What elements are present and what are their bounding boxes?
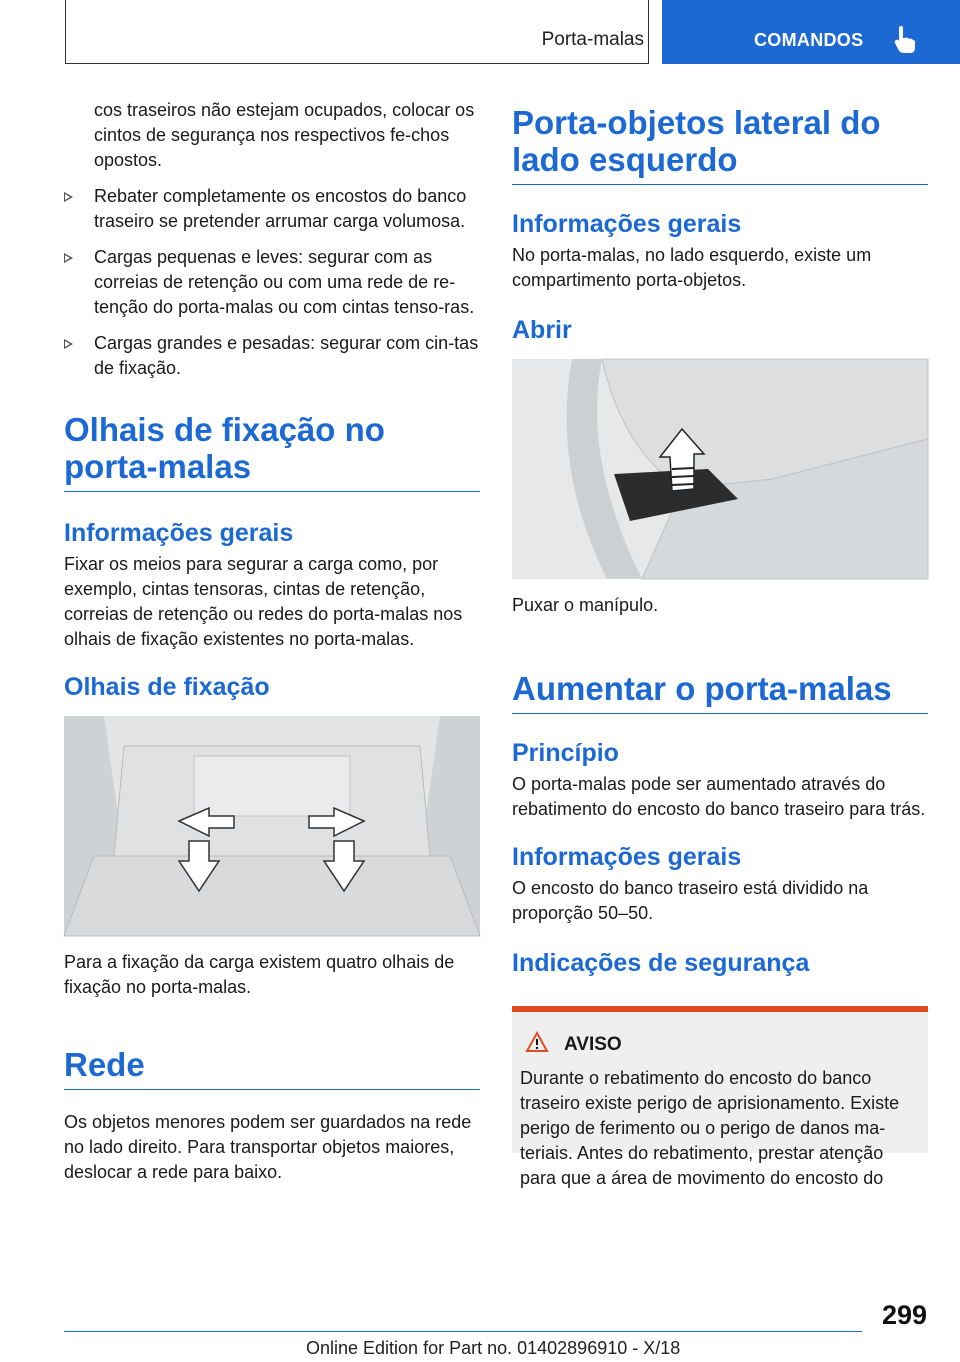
rede-paragraph: Os objetos menores podem ser guardados na rede no lado direito. Para transportar objetos maiores, deslocar a rede para baixo. [64,1112,472,1182]
warning-text: Durante o rebatimento do encosto do banco traseiro existe perigo de aprisionamento. Existe perigo de ferimento ou o perigo de danos ma-teriais. Antes do rebatimento, prestar atenção para que a área de movimento do encosto do [520,1068,900,1188]
figure-caption-olhais: Para a fixação da carga existem quatro olhais de fixação no porta-malas. [64,952,455,997]
heading-principio: Princípio [512,739,619,767]
heading-informacoes-gerais: Informações gerais [64,519,294,547]
heading-olhais-fixacao: Olhais de fixação no porta-malas [64,411,480,492]
bullet-triangle-icon [64,339,73,349]
warning-title: AVISO [564,1034,622,1055]
list-item-text: Rebater completamente os encostos do banco traseiro se pretender arrumar carga volumosa. [94,186,467,231]
heading-porta-objetos: Porta-objetos lateral do lado esquerdo [512,104,928,185]
heading-aumentar: Aumentar o porta-malas [512,670,928,714]
heading-informacoes-gerais-right: Informações gerais [512,210,742,238]
info-paragraph: Fixar os meios para segurar a carga como, por exemplo, cintas tensoras, cintas de retenção, correias de retenção ou redes do porta-malas nos olhais de fixação existentes no porta-malas. [64,554,463,649]
heading-abrir: Abrir [512,316,572,344]
warning-title-row [520,1032,920,1058]
header-tab-label: COMANDOS [754,30,864,50]
footer-edition: Online Edition for Part no. 01402896910 - X/18 [306,1338,681,1358]
header-section-title: Porta-malas [541,29,644,50]
info2-paragraph: O encosto do banco traseiro está dividido na proporção 50–50. [512,878,869,923]
figure-caption-abrir: Puxar o manípulo. [512,595,659,615]
list-item [64,331,480,381]
info-paragraph-right: No porta-malas, no lado esquerdo, existe um compartimento porta-objetos. [512,245,872,290]
page-number: 299 [882,1300,928,1330]
intro-continuation: cos traseiros não estejam ocupados, colocar os cintos de segurança nos respectivos fe-chos opostos. [94,100,475,170]
left-column [64,98,480,1185]
right-column [512,104,928,1188]
list-item-text: Cargas pequenas e leves: segurar com as correias de retenção ou com uma rede de re-tenção do porta-malas ou com cintas tenso-ras. [94,247,475,317]
pointing-hand-icon [894,26,916,59]
principio-paragraph: O porta-malas pode ser aumentado através do rebatimento do encosto do banco traseiro para trás. [512,774,926,819]
heading-informacoes-gerais-2: Informações gerais [512,843,742,871]
bullet-list [64,184,480,381]
heading-rede: Rede [64,1046,480,1090]
warning-box [512,1006,928,1188]
heading-seguranca: Indicações de segurança [512,949,810,977]
warning-triangle-icon [520,1032,564,1058]
heading-olhais: Olhais de fixação [64,673,270,701]
list-item [64,245,480,320]
header-tab-comandos[interactable] [662,0,960,64]
trunk-lashing-eyes-image [64,716,480,936]
list-item [64,184,480,234]
side-compartment-image [512,359,928,579]
footer-divider [64,1331,862,1332]
list-item-text: Cargas grandes e pesadas: segurar com cin-tas de fixação. [94,333,479,378]
bullet-triangle-icon [64,192,73,202]
bullet-triangle-icon [64,253,73,263]
